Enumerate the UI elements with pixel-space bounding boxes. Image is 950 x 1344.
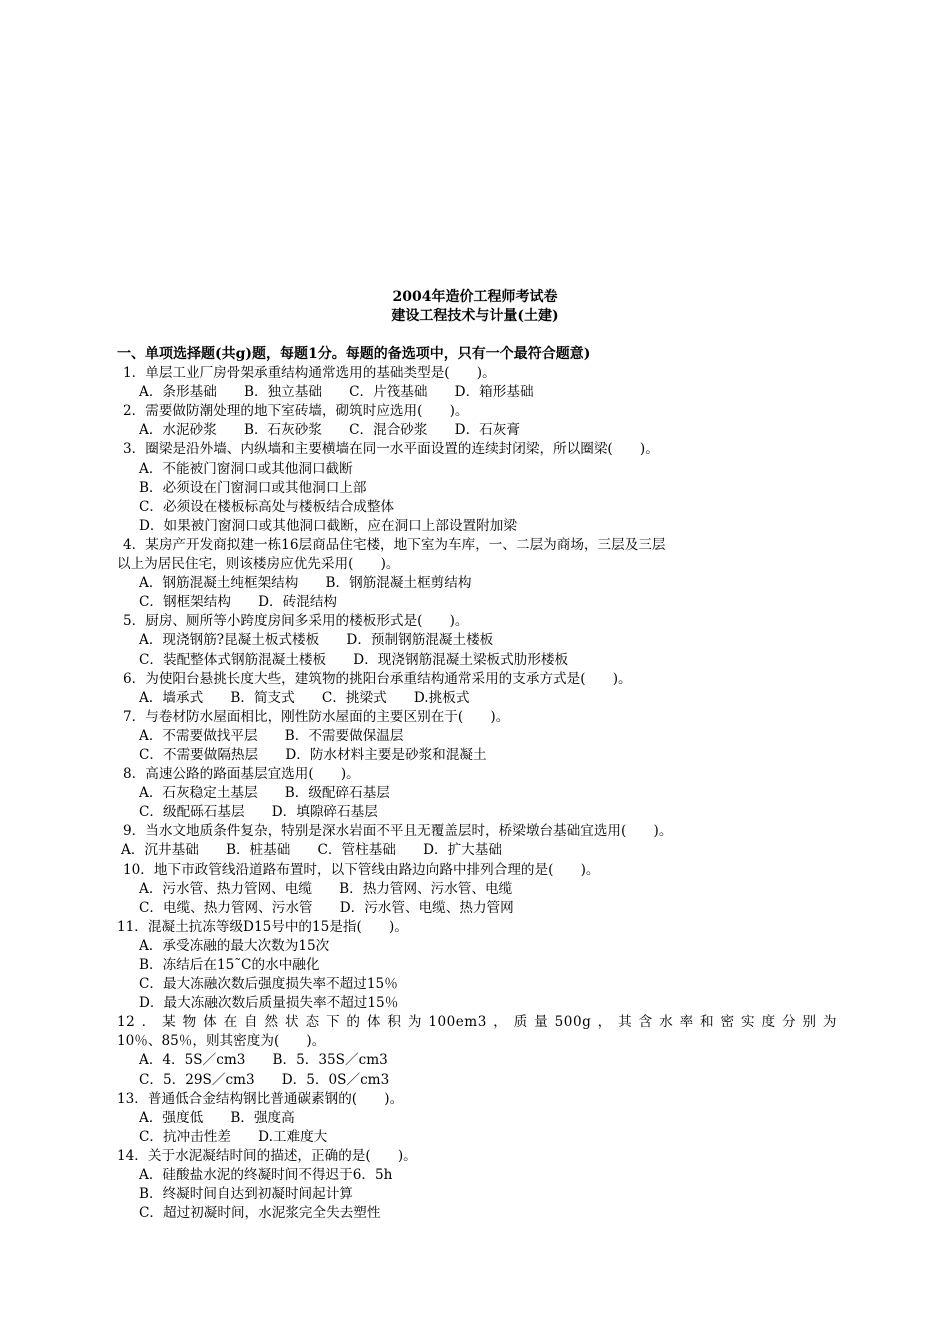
question-1-options: A．条形基础 B．独立基础 C．片筏基础 D．箱形基础 xyxy=(139,384,534,401)
question-8-options-ab: A．石灰稳定土基层 B．级配碎石基层 xyxy=(139,785,390,802)
question-2-options: A．水泥砂浆 B．石灰砂浆 C．混合砂浆 D．石灰膏 xyxy=(139,422,520,439)
question-11-option-b: B．冻结后在15˜C的水中融化 xyxy=(139,957,320,973)
question-10-options-cd: C．电缆、热力管网、污水管 D．污水管、电缆、热力管网 xyxy=(139,899,514,916)
question-14: 14．关于水泥凝结时间的描述，正确的是( )。 xyxy=(117,1147,417,1164)
question-6-options: A．墙承式 B．简支式 C．挑梁式 D.挑板式 xyxy=(139,689,470,706)
question-12-continued: 10％、85％，则其密度为( )。 xyxy=(117,1033,326,1050)
question-12-options-ab: A．4．5S／cm3 B．5．35S／cm3 xyxy=(139,1052,388,1069)
question-3-option-c: C．必须设在楼板标高处与楼板结合成整体 xyxy=(139,498,395,515)
question-5-options-ab: A．现浇钢筋?昆凝土板式楼板 D．预制钢筋混凝土楼板 xyxy=(139,632,494,649)
question-14-option-b: B．终凝时间自达到初凝时间起计算 xyxy=(139,1186,353,1203)
question-7: 7．与卷材防水屋面相比，刚性防水屋面的主要区别在于( )。 xyxy=(123,708,510,725)
question-9: 9．当水文地质条件复杂，特别是深水岩面不平且无覆盖层时，桥梁墩台基础宜选用( )。 xyxy=(123,823,673,840)
question-6: 6．为使阳台悬挑长度大些，建筑物的挑阳台承重结构通常采用的支承方式是( )。 xyxy=(123,670,632,687)
question-14-option-a: A．硅酸盐水泥的终凝时间不得迟于6．5h xyxy=(139,1167,393,1184)
question-4-continued: 以上为居民住宅，则该楼房应优先采用( )。 xyxy=(117,556,400,573)
question-3: 3．圈梁是沿外墙、内纵墙和主要横墙在同一水平面设置的连续封闭梁，所以圈梁( )。 xyxy=(123,441,659,458)
question-9-options: A．沉井基础 B．桩基础 C．管柱基础 D．扩大基础 xyxy=(121,842,502,859)
question-4: 4．某房产开发商拟建一栋16层商品住宅楼，地下室为车库，一、二层为商场，三层及三层 xyxy=(123,536,666,553)
question-3-option-b: B．必须设在门窗洞口或其他洞口上部 xyxy=(139,479,367,496)
question-10: 10．地下市政管线沿道路布置时，以下管线由路边向路中排列合理的是( )。 xyxy=(123,861,600,878)
question-7-options-cd: C．不需要做隔热层 D．防水材料主要是砂浆和混凝土 xyxy=(139,746,487,763)
question-2: 2．需要做防潮处理的地下室砖墙，砌筑时应选用( )。 xyxy=(123,403,469,420)
question-5-options-cd: C．装配整体式钢筋混凝土楼板 D．现浇钢筋混凝土梁板式肋形楼板 xyxy=(139,651,569,668)
question-4-options-cd: C．钢框架结构 D．砖混结构 xyxy=(139,594,338,611)
document-title: 2004年造价工程师考试卷 xyxy=(392,289,558,305)
question-11-option-c: C．最大冻融次数后强度损失率不超过15％ xyxy=(139,976,398,993)
question-10-options-ab: A．污水管、热力管网、电缆 B．热力管网、污水管、电缆 xyxy=(139,880,513,897)
question-1: 1．单层工业厂房骨架承重结构通常选用的基础类型是( )。 xyxy=(123,365,496,382)
question-11-option-a: A．承受冻融的最大次数为15次 xyxy=(139,937,330,954)
document-subtitle: 建设工程技术与计量(土建) xyxy=(391,308,559,324)
exam-body xyxy=(117,345,837,1223)
question-11: 11．混凝土抗冻等级D15号中的15是指( )。 xyxy=(117,918,408,935)
question-12-options-cd: C．5．29S／cm3 D．5．0S／cm3 xyxy=(139,1071,390,1088)
question-11-option-d: D．最大冻融次数后质量损失率不超过15％ xyxy=(139,995,399,1012)
question-14-option-c: C．超过初凝时间，水泥浆完全失去塑性 xyxy=(139,1205,381,1222)
question-13-options-ab: A．强度低 B．强度高 xyxy=(139,1109,295,1126)
question-5: 5．厨房、厕所等小跨度房间多采用的楼板形式是( )。 xyxy=(123,613,469,630)
question-4-options-ab: A．钢筋混凝土纯框架结构 B．钢筋混凝土框剪结构 xyxy=(139,575,472,592)
question-3-option-a: A．不能被门窗洞口或其他洞口截断 xyxy=(139,460,353,477)
question-8-options-cd: C．级配砾石基层 D．填隙碎石基层 xyxy=(139,804,378,821)
question-13: 13．普通低合金结构钢比普通碳素钢的( )。 xyxy=(117,1090,404,1107)
question-12: 12．某物体在自然状态下的体积为100em3，质量500g，其含水率和密实度分别为 xyxy=(117,1014,837,1031)
question-13-options-cd: C．抗冲击性差 D.工难度大 xyxy=(139,1128,328,1145)
question-7-options-ab: A．不需要做找平层 B．不需要做保温层 xyxy=(139,727,404,744)
question-8: 8．高速公路的路面基层宜选用( )。 xyxy=(123,766,360,783)
section-heading: 一、单项选择题(共g)题，每题1分。每题的备选项中，只有一个最符合题意) xyxy=(117,346,591,362)
question-3-option-d: D．如果被门窗洞口或其他洞口截断，应在洞口上部设置附加梁 xyxy=(139,517,517,534)
